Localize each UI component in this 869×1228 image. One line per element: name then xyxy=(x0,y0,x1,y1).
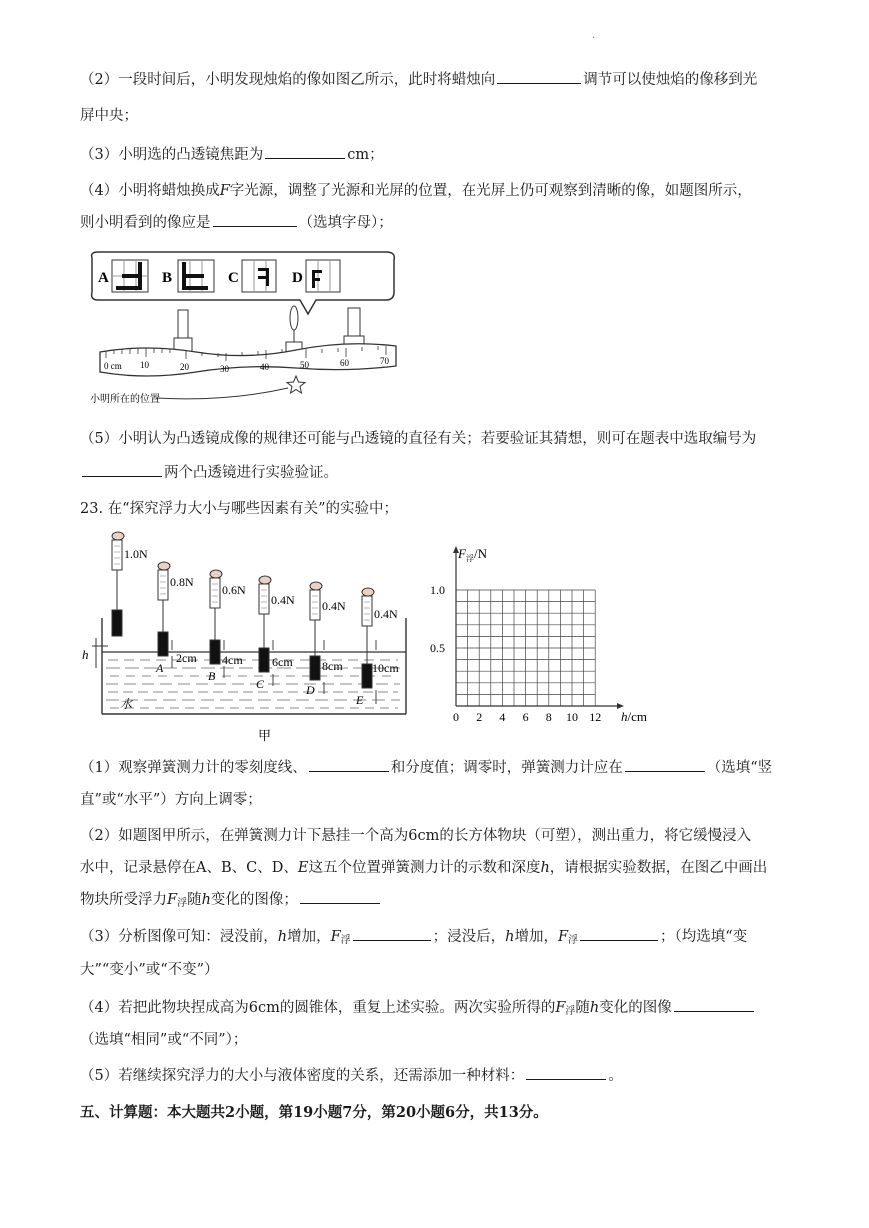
y-axis-label: F xyxy=(458,546,466,561)
depth-label: 10cm xyxy=(372,661,399,675)
q23-part5: （5）若继续探究浮力的大小与液体密度的关系，还需添加一种材料： 。 xyxy=(80,1062,795,1091)
figure-caption: 甲 xyxy=(258,728,272,743)
answer-blank[interactable] xyxy=(580,926,658,941)
ruler-tick: 10 xyxy=(140,360,149,370)
answer-blank[interactable] xyxy=(526,1065,606,1080)
option-c-label: C xyxy=(228,270,239,286)
q23-part2-cont2: 物块所受浮力$F_浮$随h变化的图像； xyxy=(80,886,795,918)
answer-blank[interactable] xyxy=(309,757,389,772)
q23-part2: （2）如题图甲所示，在弹簧测力计下悬挂一个高为6cm的长方体物块（可塑），测出重力，将它缓慢浸入 xyxy=(80,828,752,844)
y-tick-label: 0.5 xyxy=(430,641,445,655)
x-tick-label: 10 xyxy=(566,710,578,724)
scale-reading: 0.4N xyxy=(374,607,398,621)
ruler-tick: 50 xyxy=(300,360,309,370)
q22-part2: （2）一段时间后，小明发现烛焰的像如图乙所示，此时将蜡烛向 调节可以使烛焰的像移到光 xyxy=(80,66,795,95)
scale-reading: 0.4N xyxy=(271,593,295,607)
q22-part3: （3）小明选的凸透镜焦距为 cm； xyxy=(80,141,795,170)
x-tick-label: 2 xyxy=(476,710,483,724)
x-tick-label: 8 xyxy=(545,710,552,724)
q22-part4-cont: 则小明看到的像应是 （选填字母）； xyxy=(80,209,795,238)
q23-title: 23. 在“探究浮力大小与哪些因素有关”的实验中； xyxy=(80,501,398,517)
ruler-tick: 70 xyxy=(380,356,389,366)
q23-part4: （4）若把此物块捏成高为6cm的圆锥体，重复上述实验。两次实验所得的$F_浮$随h变化的图像 xyxy=(80,994,795,1026)
scale-reading: 0.4N xyxy=(322,599,346,613)
scale-reading: 0.6N xyxy=(222,583,246,597)
q23-part3: （3）分析图像可知：浸没前，h增加，$F_浮$ ；浸没后，h增加，$F_浮$ ；（均选填“变 xyxy=(80,923,795,955)
ruler-tick: 40 xyxy=(260,362,269,372)
depth-label: 6cm xyxy=(272,655,293,669)
answer-blank[interactable] xyxy=(497,69,581,84)
option-a-label: A xyxy=(98,270,109,286)
x-tick-label: 0 xyxy=(453,710,459,724)
x-tick-label: 4 xyxy=(499,710,506,724)
depth-label: 4cm xyxy=(222,653,243,667)
answer-blank[interactable] xyxy=(300,889,380,904)
q23-part2-cont: 水中，记录悬停在A、B、C、D、E这五个位置弹簧测力计的示数和深度h，请根据实验数据，在图乙中画出 xyxy=(80,860,768,876)
x-axis-label: h xyxy=(621,709,628,724)
ruler-tick: 20 xyxy=(180,362,189,372)
buoyancy-experiment-figure xyxy=(80,528,420,746)
svg-text:h/cm xyxy=(621,709,647,724)
x-axis-unit: /cm xyxy=(627,709,647,724)
q22-part5-cont: 两个凸透镜进行实验验证。 xyxy=(80,459,795,488)
q22-part4: （4）小明将蜡烛换成F字光源，调整了光源和光屏的位置，在光屏上仍可观察到清晰的像，如题图所示， xyxy=(80,183,752,199)
position-label: D xyxy=(306,683,315,697)
answer-blank[interactable] xyxy=(353,926,431,941)
ruler-tick: 60 xyxy=(340,358,349,368)
q23-part4-cont: （选填“相同”或“不同”）； xyxy=(80,1032,248,1048)
q22-part5: （5）小明认为凸透镜成像的规律还可能与凸透镜的直径有关；若要验证其猜想，则可在题表中选取编号为 xyxy=(80,431,757,447)
svg-text:F浮/N xyxy=(457,546,488,563)
q23-part1-cont: 直”或“水平”）方向上调零； xyxy=(80,792,262,808)
position-label: A xyxy=(156,661,164,675)
position-label: C xyxy=(256,677,265,691)
y-axis-subscript: 浮 xyxy=(465,554,474,563)
position-label: 小明所在的位置 xyxy=(90,394,160,405)
y-axis-unit: /N xyxy=(473,546,487,561)
grid-lines xyxy=(456,590,595,706)
corner-mark: . xyxy=(592,30,596,41)
answer-blank[interactable] xyxy=(674,997,754,1012)
scale-reading: 0.8N xyxy=(170,575,194,589)
x-tick-label: 6 xyxy=(522,710,529,724)
option-d-label: D xyxy=(292,270,303,286)
answer-blank[interactable] xyxy=(82,462,162,477)
water-label: 水 xyxy=(120,697,133,711)
section-title: 五、计算题：本大题共2小题，第19小题7分，第20小题6分，共13分。 xyxy=(80,1104,548,1121)
position-label: B xyxy=(208,669,216,683)
depth-label: 2cm xyxy=(176,651,197,665)
position-label: E xyxy=(356,693,364,707)
ruler-tick: 0 cm xyxy=(104,361,122,371)
q23-part3-cont: 大”“变小”或“不变”） xyxy=(80,962,219,978)
y-tick-label: 1.0 xyxy=(430,583,445,597)
ruler-tick: 30 xyxy=(220,364,229,374)
x-tick-label: 12 xyxy=(589,710,602,724)
star-icon xyxy=(287,376,305,393)
q23-part1: （1）观察弹簧测力计的零刻度线、 和分度值；调零时，弹簧测力计应在 （选填“竖 xyxy=(80,754,795,783)
q22-part2-cont: 屏中央； xyxy=(80,108,138,124)
optical-bench-figure xyxy=(86,248,404,410)
depth-label: 8cm xyxy=(322,659,343,673)
scale-reading: 1.0N xyxy=(124,547,148,561)
answer-blank[interactable] xyxy=(265,144,345,159)
answer-blank[interactable] xyxy=(213,212,297,227)
buoyancy-graph-grid xyxy=(428,540,658,725)
answer-blank[interactable] xyxy=(625,757,705,772)
option-b-label: B xyxy=(162,270,173,286)
h-label: h xyxy=(82,647,89,662)
